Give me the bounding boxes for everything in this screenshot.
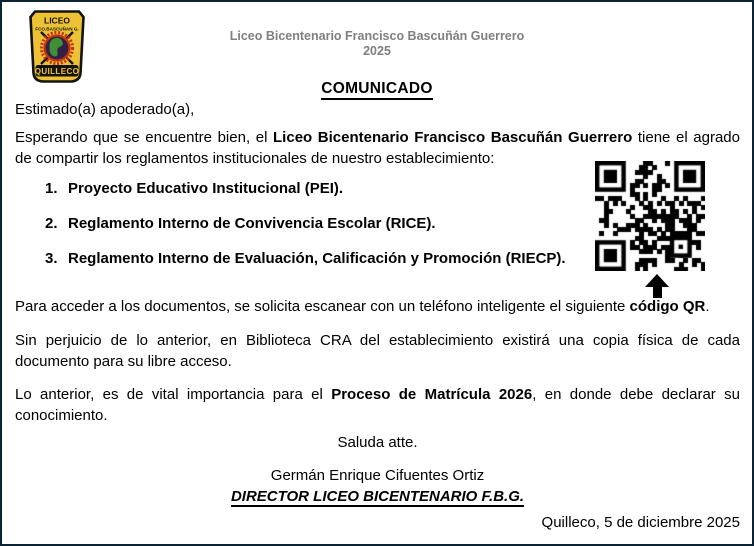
- list-item-label: Proyecto Educativo Institucional (PEI).: [68, 180, 344, 197]
- up-arrow-head: [645, 274, 669, 287]
- paragraph-library: Sin perjuicio de lo anterior, en Biblioteca CRA del establecimiento existirá una copia física de cada documento para su libre acceso.: [15, 332, 740, 370]
- signer-title: [15, 486, 740, 507]
- paragraph-qr-instruction: [15, 296, 740, 317]
- paragraph-matricula: [15, 384, 740, 426]
- dateline: Quilleco, 5 de diciembre 2025: [541, 514, 740, 531]
- list-number: 2.: [45, 215, 58, 232]
- qr-block: [595, 161, 705, 298]
- paragraph-qr-post: .: [705, 298, 710, 315]
- paragraph-intro-pre: Esperando que se encuentre bien, el: [15, 129, 274, 146]
- signature-block: [15, 465, 740, 507]
- document-header: [2, 2, 752, 58]
- paragraph-matricula-pre: Lo anterior, es de vital importancia para el: [15, 386, 332, 403]
- list-number: 1.: [45, 180, 58, 197]
- document-title-text: COMUNICADO: [321, 80, 433, 100]
- school-name: Liceo Bicentenario Francisco Bascuñán Guerrero: [229, 29, 525, 43]
- list-item-label: Reglamento Interno de Convivencia Escolar (RICE).: [68, 215, 436, 232]
- up-arrow-stem: [653, 287, 662, 298]
- logo-line1: LICEO: [44, 15, 70, 26]
- header-year: 2025: [363, 43, 391, 58]
- up-arrow-icon: [645, 274, 669, 298]
- signer-name: Germán Enrique Cifuentes Ortiz: [270, 467, 485, 484]
- closing-salute: Saluda atte.: [337, 434, 418, 451]
- school-logo: [28, 10, 86, 84]
- paragraph-intro-post: tiene el agrado de compartir los reglamentos institucionales de nuestro establecimiento:: [15, 129, 740, 167]
- paragraph-matricula-post: , en donde debe declarar su conocimiento.: [15, 386, 740, 424]
- school-crest-icon: [28, 10, 86, 84]
- paragraph-qr-pre: Para acceder a los documentos, se solicita escanear con un teléfono inteligente el siguiente: [15, 298, 630, 315]
- document-title: [2, 78, 752, 99]
- salutation: Estimado(a) apoderado(a),: [15, 101, 195, 118]
- paragraph-matricula-bold: Proceso de Matrícula 2026: [331, 386, 533, 403]
- qr-code-icon: [595, 161, 705, 271]
- list-number: 3.: [45, 250, 58, 267]
- logo-bottom-label: QUILLECO: [34, 67, 80, 76]
- logo-line2: FCO.BASCUÑAN G.: [35, 26, 79, 32]
- paragraph-intro-bold: Liceo Bicentenario Francisco Bascuñán Guerrero: [273, 129, 633, 146]
- signer-title-text: DIRECTOR LICEO BICENTENARIO F.B.G.: [230, 488, 525, 505]
- list-item-label: Reglamento Interno de Evaluación, Calificación y Promoción (RIECP).: [68, 250, 566, 267]
- paragraph-qr-bold: código QR: [629, 298, 706, 315]
